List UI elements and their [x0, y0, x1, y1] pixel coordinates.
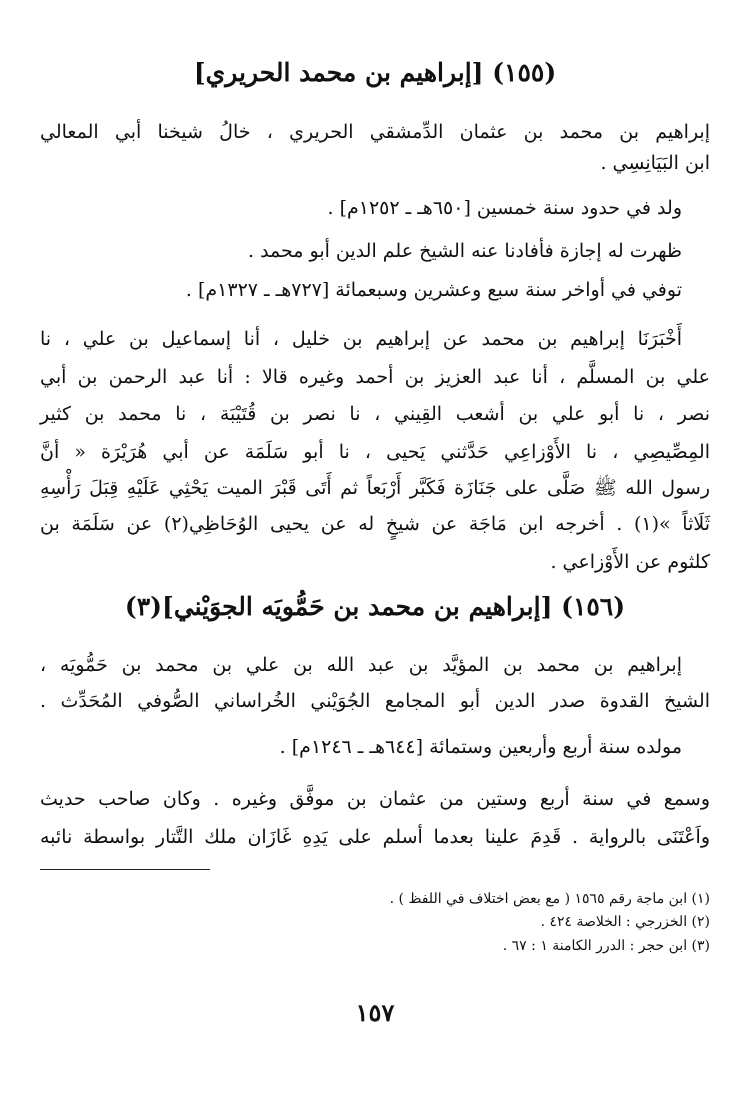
entry-heading-156: (١٥٦) [إبراهيم بن محمد بن حَمُّويَه الجوَيْني](٣) — [124, 592, 626, 621]
body-line: واَعْتَنَى بالرواية . قَدِمَ علينا بعدما أسلم على يَدِهِ غَازَان ملك التَّتار بواسطة نائبه — [40, 826, 710, 848]
hadith-line: رسول الله ﷺ صَلَّى على جَنَازَة فَكَبَّر أَرْبَعاً ثم أَتَى قَبْرَ الميت يَحْثِي عَلَيْهِ قِبَلَ رَأْسِهِ — [40, 477, 710, 499]
footnote-separator — [40, 869, 210, 870]
footnote-2: (٢) الخزرجي : الخلاصة ٤٢٤ . — [540, 914, 710, 930]
body-line: وسمع في سنة أربع وستين من عثمان بن موفَّق وغيره . وكان صاحب حديث — [40, 788, 710, 810]
body-line: إبراهيم بن محمد بن عثمان الدِّمشقي الحريري ، خالُ شيخنا أبي المعالي — [40, 121, 710, 143]
isnad-line: نصر ، نا أبو علي بن أشعب القِيني ، نا نصر بن قُتَيْبَة ، نا محمد بن كثير — [40, 403, 710, 425]
footnote-1: (١) ابن ماجة رقم ١٥٦٥ ( مع بعض اختلاف في اللفظ ) . — [389, 891, 710, 907]
takhrij-line: ثَلَاثاً »(١) . أخرجه ابن مَاجَة عن شيخٍ له عن يحيى الوُحَاظِي(٢) عن سَلَمَة بن — [40, 513, 710, 535]
ijaza-line: ظهرت له إجازة فأفادنا عنه الشيخ علم الدين أبو محمد . — [247, 240, 682, 262]
body-line: إبراهيم بن محمد بن المؤيَّد بن عبد الله بن علي بن محمد بن حَمُّويَه ، — [40, 654, 682, 676]
body-line: الشيخ القدوة صدر الدين أبو المجامع الجُوَيْني الخُراساني الصُّوفي المُحَدِّث . — [40, 690, 710, 712]
death-line: توفي في أواخر سنة سبع وعشرين وسبعمائة [٧٢٧هـ ـ ١٣٢٧م] . — [185, 279, 682, 301]
entry-heading-155: (١٥٥) [إبراهيم بن محمد الحريري] — [193, 58, 557, 87]
takhrij-line: كلثوم عن الأَوْزاعي . — [550, 551, 710, 573]
footnote-3: (٣) ابن حجر : الدرر الكامنة ١ : ٦٧ . — [502, 938, 710, 954]
isnad-line: أَخْبَرَنَا إبراهيم بن محمد عن إبراهيم بن خليل ، أنا إسماعيل بن علي ، نا — [40, 328, 682, 350]
birth-line: مولده سنة أربع وأربعين وستمائة [٦٤٤هـ ـ ١٢٤٦م] . — [279, 736, 682, 758]
birth-line: ولد في حدود سنة خمسين [٦٥٠هـ ـ ١٢٥٢م] . — [327, 197, 682, 219]
isnad-line: المِصِّيصِي ، نا الأَوْزاعِي حَدَّثني يَحيى ، نا أبو سَلَمَة عن أبي هُرَيْرَة « أنَّ — [40, 441, 710, 463]
isnad-line: علي بن المسلَّم ، أنا عبد العزيز بن أحمد وغيره قالا : أنا عبد الرحمن بن أبي — [40, 366, 710, 388]
body-line: ابن البَيَانِسِي . — [600, 152, 710, 174]
page-number: ١٥٧ — [355, 998, 395, 1027]
